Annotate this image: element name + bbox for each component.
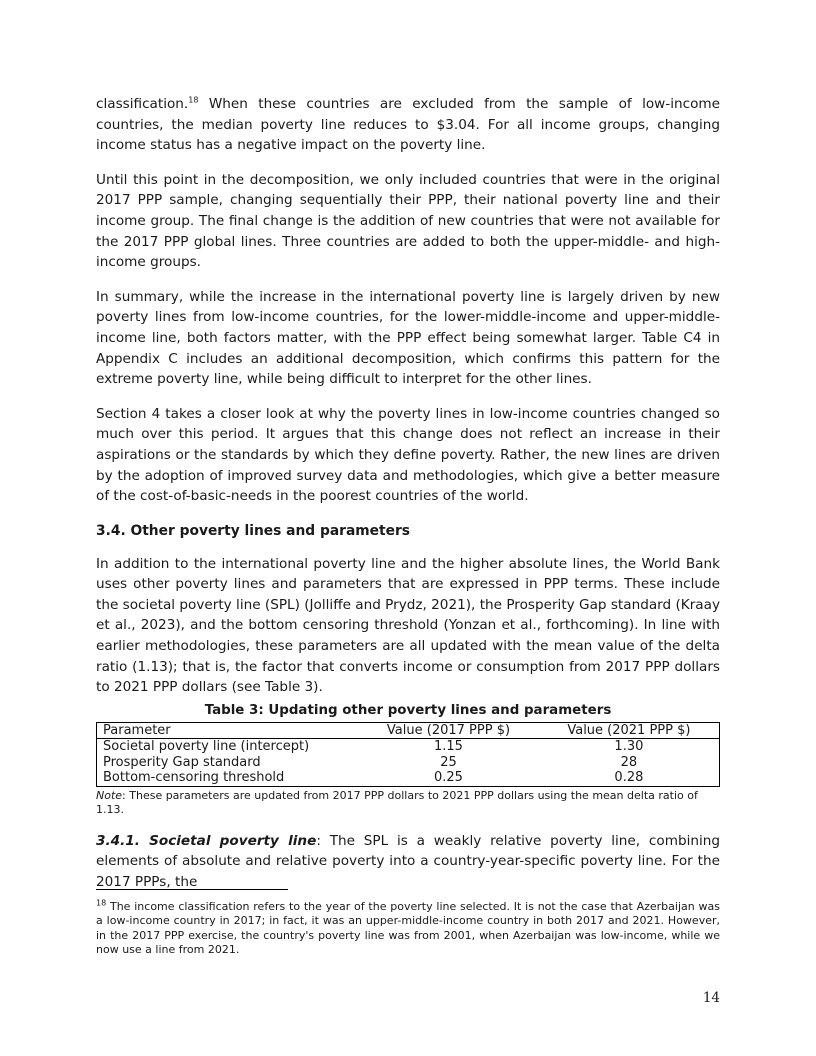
subsection-heading: 3.4.1. Societal poverty line [96, 832, 317, 849]
footnote-18 [96, 900, 720, 958]
row-value-2021: 1.30 [614, 739, 644, 755]
footnote-divider [96, 889, 288, 890]
footnote-ref-18[interactable]: 18 [188, 95, 199, 105]
note-text: : These parameters are updated from 2017 PPP dollars to 2021 PPP dollars using the mean delta ratio of 1.13. [96, 788, 698, 816]
paragraph-4: Section 4 takes a closer look at why the poverty lines in low-income countries changed so much over this period. It argues that this change does not reflect an increase in their aspirations or the standards by which they define poverty. Rather, the new lines are driven by the adoption of improved survey data and methodologies, which give a better measure of the cost-of-basic-needs in the poorest countries of the world. [96, 405, 720, 505]
footnote-text: The income classification refers to the year of the poverty line selected. It is not the case that Azerbaijan was a low-income country in 2017; in fact, it was an upper-middle-income country in both 2017 and 2021. However, in the 2017 PPP exercise, the country's poverty line was from 2001, when Azerbaijan was low-income, while we now use a line from 2021. [96, 900, 720, 957]
row-value-2021: 0.28 [614, 770, 644, 786]
table-row [97, 755, 720, 771]
header-parameter: Parameter [97, 722, 359, 739]
table-header-row [97, 722, 720, 739]
table-note [96, 789, 720, 817]
paragraph-6-rest: : The SPL is a weakly relative poverty line, combining elements of absolute and relative poverty into a country-year-specific poverty line. For the 2017 PPPs, the [96, 832, 720, 891]
footnote-number: 18 [96, 898, 107, 908]
row-value-2017: 1.15 [434, 739, 463, 755]
header-value-2017: Value (2017 PPP $) [358, 722, 539, 739]
row-label: Bottom-censoring threshold [103, 770, 285, 786]
header-value-2021: Value (2021 PPP $) [539, 722, 720, 739]
table-row [97, 770, 720, 786]
row-value-2017: 0.25 [434, 770, 463, 786]
parameters-table [96, 722, 720, 787]
section-heading: 3.4. Other poverty lines and parameters [96, 522, 410, 539]
paragraph-1-rest: When these countries are excluded from the sample of low-income countries, the median poverty line reduces to $3.04. For all income groups, changing income status has a negative impact on the poverty line. [96, 96, 720, 154]
paragraph-1 [96, 94, 720, 156]
note-label: Note [96, 788, 123, 802]
page-body [96, 94, 720, 907]
row-label: Prosperity Gap standard [103, 754, 261, 770]
row-value-2017: 25 [440, 754, 457, 770]
row-value-2021: 28 [620, 754, 638, 770]
paragraph-6 [96, 831, 720, 893]
paragraph-5: In addition to the international poverty line and the higher absolute lines, the World Bank uses other poverty lines and parameters that are expressed in PPP terms. These include the societal poverty line (SPL) (Jolliffe and Prydz, 2021), the Prosperity Gap standard (Kraay et al., 2023), and the bottom censoring threshold (Yonzan et al., forthcoming). In line with earlier methodologies, these parameters are all updated with the mean value of the delta ratio (1.13); that is, the factor that converts income or consumption from 2017 PPP dollars to 2021 PPP dollars (see Table 3). [96, 555, 720, 696]
paragraph-3: In summary, while the increase in the international poverty line is largely driven by new poverty lines from low-income countries, for the lower-middle-income and upper-middle-income line, both factors matter, with the PPP effect being somewhat larger. Table C4 in Appendix C includes an additional decomposition, which confirms this pattern for the extreme poverty line, while being difficult to interpret for the other lines. [96, 288, 720, 388]
page-number: 14 [702, 990, 720, 1006]
table-row [97, 739, 720, 755]
row-label: Societal poverty line (intercept) [103, 739, 310, 755]
paragraph-2: Until this point in the decomposition, we only included countries that were in the original 2017 PPP sample, changing sequentially their PPP, their national poverty line and their income group. The final change is the addition of new countries that were not available for the 2017 PPP global lines. Three countries are added to both the upper-middle- and high-income groups. [96, 171, 720, 271]
table-caption: Table 3: Updating other poverty lines and parameters [204, 702, 612, 718]
paragraph-1-start: classification. [96, 96, 189, 112]
